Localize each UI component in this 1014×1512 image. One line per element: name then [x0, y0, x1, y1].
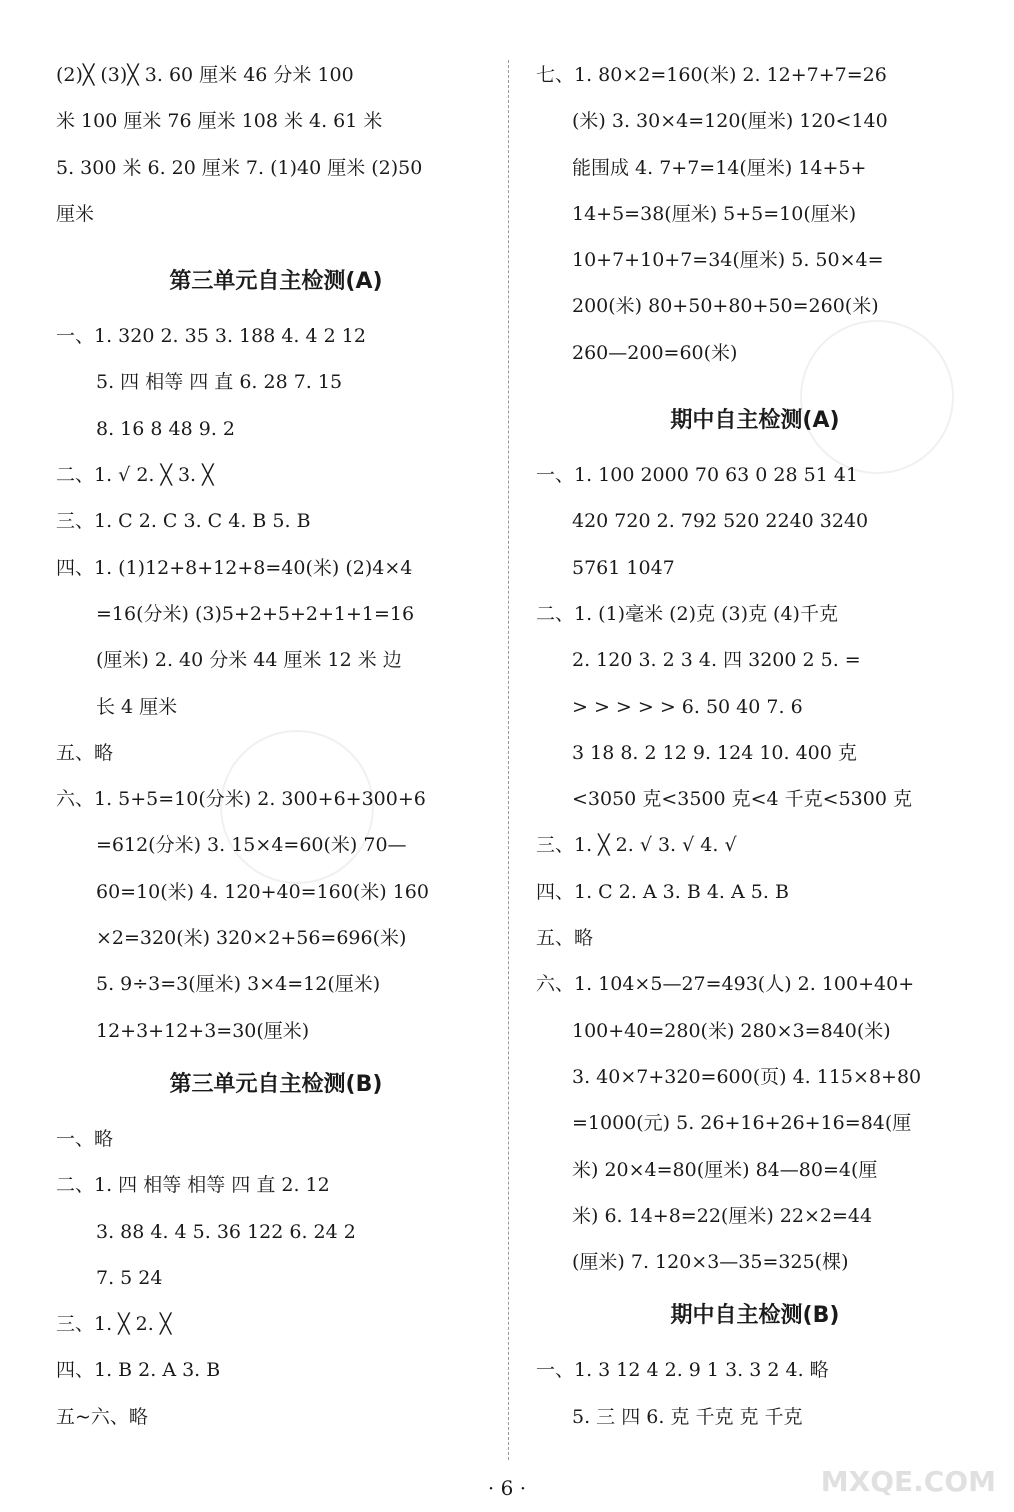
answer-line: 长 4 厘米: [96, 695, 178, 718]
answer-line: 米) 20×4=80(厘米) 84—80=4(厘: [572, 1158, 878, 1181]
answer-line: 七、1. 80×2=160(米) 2. 12+7+7=26: [536, 64, 887, 86]
answer-line: 二、1. (1)毫米 (2)克 (3)克 (4)千克: [536, 602, 838, 625]
answer-line: 三、1. ╳ 2. √ 3. √ 4. √: [536, 834, 737, 857]
answer-line: 420 720 2. 792 520 2240 3240: [572, 510, 869, 533]
answer-line: <3050 克<3500 克<4 千克<5300 克: [572, 788, 912, 811]
answer-line: (厘米) 7. 120×3—35=325(棵): [572, 1251, 849, 1274]
section-heading: 第三单元自主检测(A): [169, 269, 383, 295]
answer-line: 二、1. √ 2. ╳ 3. ╳: [56, 464, 214, 487]
answer-line: 5. 300 米 6. 20 厘米 7. (1)40 厘米 (2)50: [56, 156, 423, 179]
answer-line: 200(米) 80+50+80+50=260(米): [572, 295, 879, 318]
column-divider: [508, 60, 509, 1460]
answer-line: 厘米: [56, 202, 95, 225]
answer-line: 10+7+10+7=34(厘米) 5. 50×4=: [572, 249, 884, 272]
answer-line: 3. 40×7+320=600(页) 4. 115×8+80: [572, 1065, 922, 1088]
answer-line: 5. 三 四 6. 克 千克 克 千克: [572, 1405, 803, 1428]
answer-line: 三、1. ╳ 2. ╳: [56, 1313, 172, 1336]
answer-line: 8. 16 8 48 9. 2: [96, 417, 235, 440]
answer-line: 3. 88 4. 4 5. 36 122 6. 24 2: [96, 1220, 356, 1243]
answer-line: 14+5=38(厘米) 5+5=10(厘米): [572, 202, 857, 225]
answer-line: =1000(元) 5. 26+16+26+16=84(厘: [572, 1112, 912, 1135]
answer-line: 四、1. B 2. A 3. B: [56, 1359, 221, 1382]
answer-line: 能围成 4. 7+7=14(厘米) 14+5+: [572, 156, 867, 179]
answer-line: (厘米) 2. 40 分米 44 厘米 12 米 边: [96, 649, 402, 672]
section-heading: 第三单元自主检测(B): [169, 1071, 383, 1097]
answer-line: 四、1. (1)12+8+12+8=40(米) (2)4×4: [56, 556, 413, 579]
answer-line: 12+3+12+3=30(厘米): [96, 1019, 310, 1042]
answer-line: (2)╳ (3)╳ 3. 60 厘米 46 分米 100: [56, 64, 354, 86]
answer-line: 五、略: [56, 741, 114, 764]
answer-line: 六、1. 104×5—27=493(人) 2. 100+40+: [536, 973, 915, 996]
answer-line: =16(分米) (3)5+2+5+2+1+1=16: [96, 602, 415, 625]
answer-line: 三、1. C 2. C 3. C 4. B 5. B: [56, 510, 311, 533]
answer-line: 5761 1047: [572, 556, 675, 579]
answer-line: 六、1. 5+5=10(分米) 2. 300+6+300+6: [56, 788, 426, 811]
answer-line: (米) 3. 30×4=120(厘米) 120<140: [572, 110, 888, 133]
answer-line: 60=10(米) 4. 120+40=160(米) 160: [96, 880, 429, 903]
watermark-text: MXQE.COM: [820, 1465, 996, 1498]
left-column: [56, 52, 496, 1440]
page-number: · 6 ·: [487, 1476, 527, 1500]
answer-line: 五~六、略: [56, 1405, 148, 1428]
answer-line: 米) 6. 14+8=22(厘米) 22×2=44: [572, 1204, 873, 1227]
answer-line: 一、1. 3 12 4 2. 9 1 3. 3 2 4. 略: [536, 1359, 829, 1382]
answer-line: > > > > > 6. 50 40 7. 6: [572, 695, 803, 718]
answer-line: 五、略: [536, 927, 594, 950]
answer-line: 7. 5 24: [96, 1266, 163, 1289]
answer-line: 二、1. 四 相等 相等 四 直 2. 12: [56, 1174, 330, 1197]
answer-line: 一、1. 100 2000 70 63 0 28 51 41: [536, 464, 859, 487]
answer-line: 一、略: [56, 1127, 114, 1150]
section-heading: 期中自主检测(A): [670, 408, 840, 434]
answer-line: 5. 9÷3=3(厘米) 3×4=12(厘米): [96, 973, 381, 996]
answer-line: 2. 120 3. 2 3 4. 四 3200 2 5. =: [572, 649, 861, 672]
answer-line: 四、1. C 2. A 3. B 4. A 5. B: [536, 880, 789, 903]
answer-line: =612(分米) 3. 15×4=60(米) 70—: [96, 834, 407, 857]
section-heading: 期中自主检测(B): [670, 1303, 840, 1329]
answer-line: 100+40=280(米) 280×3=840(米): [572, 1019, 891, 1042]
right-column: [536, 52, 974, 1440]
answer-line: 5. 四 相等 四 直 6. 28 7. 15: [96, 371, 343, 394]
answer-line: 一、1. 320 2. 35 3. 188 4. 4 2 12: [56, 325, 366, 348]
answer-line: ×2=320(米) 320×2+56=696(米): [96, 927, 407, 950]
answer-line: 260—200=60(米): [572, 341, 738, 364]
answer-line: 米 100 厘米 76 厘米 108 米 4. 61 米: [56, 110, 383, 133]
answer-line: 3 18 8. 2 12 9. 124 10. 400 克: [572, 741, 857, 764]
